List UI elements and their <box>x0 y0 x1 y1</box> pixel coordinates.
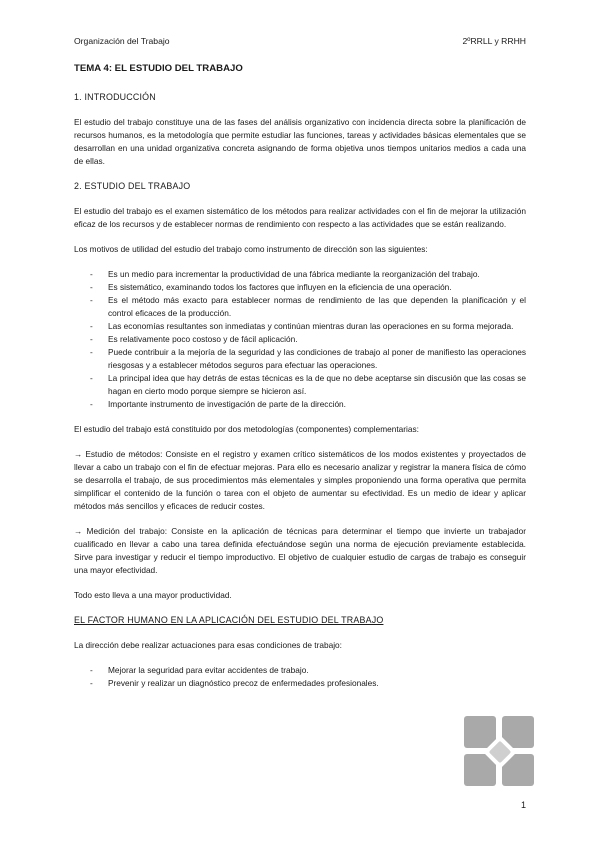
section-heading-factor-humano: EL FACTOR HUMANO EN LA APLICACIÓN DEL ESTUDIO DEL TRABAJO <box>74 615 384 625</box>
motives-list <box>74 268 526 411</box>
paragraph: Todo esto lleva a una mayor productividad. <box>74 590 232 600</box>
header-left: Organización del Trabajo <box>74 36 170 46</box>
page-number: 1 <box>520 800 526 810</box>
list-item: - Importante instrumento de investigación de parte de la dirección. <box>74 398 526 411</box>
paragraph: La dirección debe realizar actuaciones para esas condiciones de trabajo: <box>74 640 342 650</box>
paragraph: El estudio del trabajo es el examen sistemático de los métodos para realizar actividades con el fin de mejorar la utilización eficaz de los recursos y de establecer normas de rendimiento con respecto a las actividades que se están realizando. <box>74 206 526 229</box>
list-item: - La principal idea que hay detrás de estas técnicas es la de que no debe aceptarse sin discusión que las cosas se hagan en cierto modo porque siempre se hicieron así. <box>74 372 526 398</box>
document-title: TEMA 4: EL ESTUDIO DEL TRABAJO <box>74 63 243 74</box>
document-body <box>74 62 526 702</box>
paragraph: El estudio del trabajo constituye una de las fases del análisis organizativo con incidencia directa sobre la planificación de recursos humanos, es la metodología que permite estudiar las funciones, tareas y actividades básicas elementales que se desarrollan en una unidad organizativa concreta asignando de forma objetiva unos tiempos unitarios medios a cada una de ellas. <box>74 117 526 166</box>
list-item: - Es sistemático, examinando todos los factores que influyen en la eficiencia de una operación. <box>74 281 526 294</box>
smartart-diagram <box>464 716 536 788</box>
list-item: - Puede contribuir a la mejoría de la seguridad y las condiciones de trabajo al poner de manifiesto las operaciones riesgosas y a establecer métodos seguros para efectuar las operaciones. <box>74 346 526 372</box>
list-item: - Mejorar la seguridad para evitar accidentes de trabajo. <box>74 664 526 677</box>
actions-list <box>74 664 526 690</box>
section-heading-introduccion: 1. INTRODUCCIÓN <box>74 92 156 102</box>
list-item: - Es el método más exacto para establecer normas de rendimiento de las que dependen la planificación y el control eficaces de la producción. <box>74 294 526 320</box>
section-heading-estudio: 2. ESTUDIO DEL TRABAJO <box>74 181 191 191</box>
list-item: - Es un medio para incrementar la productividad de una fábrica mediante la reorganización del trabajo. <box>74 268 526 281</box>
paragraph: Los motivos de utilidad del estudio del trabajo como instrumento de dirección son las siguientes: <box>74 244 428 254</box>
paragraph-metodos: → Estudio de métodos: Consiste en el registro y examen crítico sistemáticos de los modos existentes y proyectados de llevar a cabo un trabajo con el fin de efectuar mejoras. Para ello es necesario analizar y registrar la manera física de cómo se desarrolla el trabajo, de sus procedimientos más elementales y simples proponiendo una forma operativa que permita simplificar el contenido de la función o tarea con el objeto de aumentar su efectividad. Es un medio de idear y aplicar métodos más sencillos y eficaces de reducir costes. <box>74 449 526 511</box>
list-item: - Prevenir y realizar un diagnóstico precoz de enfermedades profesionales. <box>74 677 526 690</box>
header-right: 2ºRRLL y RRHH <box>462 36 526 46</box>
paragraph: El estudio del trabajo está constituido por dos metodologías (componentes) complementarias: <box>74 424 419 434</box>
list-item: - Es relativamente poco costoso y de fácil aplicación. <box>74 333 526 346</box>
list-item: - Las economías resultantes son inmediatas y continúan mientras duran las operaciones en su forma mejorada. <box>74 320 526 333</box>
paragraph-medicion: → Medición del trabajo: Consiste en la aplicación de técnicas para determinar el tiempo que invierte un trabajador cualificado en llevar a cabo una tarea definida efectuándose según una norma de ejecución previamente establecida. Sirve para investigar y reducir el tiempo improductivo. El objetivo de cualquier estudio de cargas de trabajo es conseguir una mayor efectividad. <box>74 526 526 575</box>
